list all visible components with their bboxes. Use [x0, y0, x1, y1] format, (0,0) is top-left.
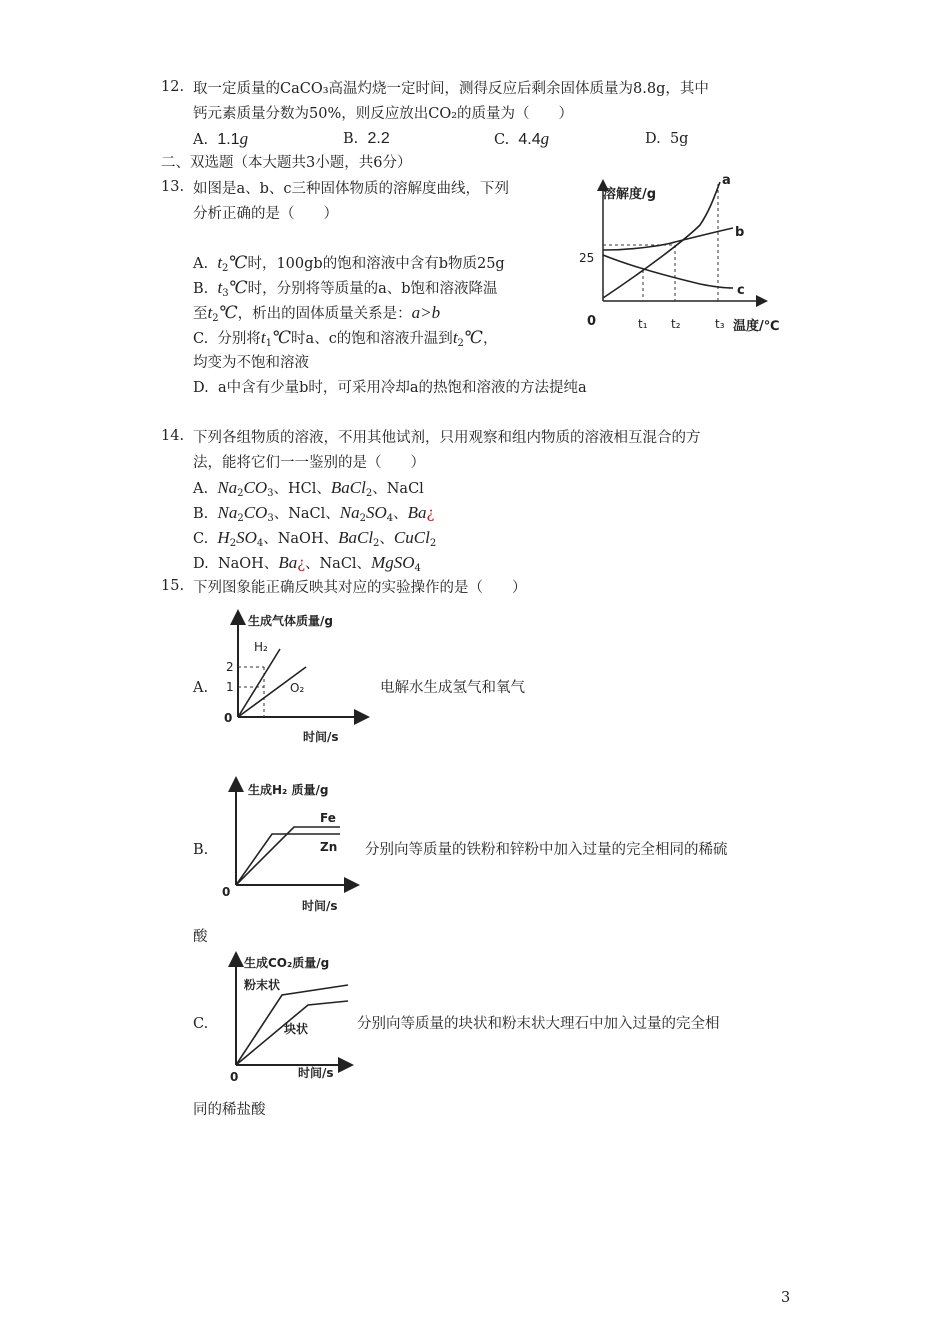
marble-chart	[222, 947, 357, 1089]
x-axis-label: 时间/s	[303, 730, 339, 744]
q13-option-c[interactable]: C. 分别将$t_1℃$时a、c的饱和溶液升温到$t_2℃$，	[193, 328, 498, 349]
q15-option-c-text: 分别向等质量的块状和粉末状大理石中加入过量的完全相	[357, 1016, 720, 1032]
y-axis-label: 溶解度/g	[603, 187, 657, 202]
x-axis-label: 时间/s	[302, 899, 338, 913]
curve-label-c: c	[737, 283, 745, 298]
y-axis-label: 生成气体质量/g	[248, 614, 333, 628]
label-zn: Zn	[320, 840, 338, 854]
q15-option-b-text-cont: 酸	[193, 929, 208, 945]
q14-option-d[interactable]: D. NaOH、Ba¿、NaCl、MgSO$_4$	[193, 553, 421, 574]
series-fe	[236, 827, 340, 885]
q15-option-c-text-cont: 同的稀盐酸	[193, 1102, 266, 1118]
q15-option-c-label[interactable]: C.	[193, 1016, 209, 1032]
q14-option-c[interactable]: C. $H_2SO_4$、NaOH、BaCl$_2$、CuCl$_2$	[193, 528, 437, 549]
origin-label: 0	[587, 314, 597, 329]
x-tick-t2: t₂	[671, 317, 681, 331]
origin-label: 0	[230, 1070, 239, 1084]
q13-stem-line2: 分析正确的是（ ）	[193, 206, 338, 222]
curve-b	[603, 228, 733, 250]
label-powder: 粉末状	[244, 978, 281, 992]
x-axis-label: 时间/s	[298, 1066, 334, 1080]
q12-option-c[interactable]: C. 4.4g	[494, 129, 550, 148]
q14-option-b[interactable]: B. $Na_2CO_3$、NaCl、$Na_2SO_4$、Ba¿	[193, 503, 435, 524]
q15-option-a-text: 电解水生成氢气和氧气	[380, 680, 525, 696]
q12-stem-line1: 取一定质量的CaCO₃高温灼烧一定时间，测得反应后剩余固体质量为8.8g，其中	[193, 81, 709, 97]
q12-option-d[interactable]: D. 5g	[645, 131, 689, 147]
q12-number: 12.	[161, 79, 185, 95]
section-heading: 二、双选题（本大题共3小题，共6分）	[161, 155, 412, 171]
label-o2: O₂	[290, 681, 305, 695]
curve-label-a: a	[722, 173, 731, 188]
q13-option-d[interactable]: D. a中含有少量b时，可采用冷却a的热饱和溶液的方法提纯a	[193, 380, 587, 396]
q14-stem-line1: 下列各组物质的溶液，不用其他试剂，只用观察和组内物质的溶液相互混合的方	[193, 430, 701, 446]
y-axis-label: 生成CO₂质量/g	[244, 956, 330, 970]
label-lump: 块状	[284, 1022, 309, 1036]
series-h2	[238, 649, 280, 717]
origin-label: 0	[224, 711, 233, 725]
q13-stem-line1: 如图是a、b、c三种固体物质的溶解度曲线，下列	[193, 181, 510, 197]
electrolysis-chart	[218, 603, 376, 752]
q12-option-b[interactable]: B. 2.2	[343, 130, 390, 147]
option-label: B.	[343, 131, 359, 147]
q13-option-b-cont: 至$t_2℃$，析出的固体质量关系是：a>b	[193, 303, 441, 324]
q14-stem-line2: 法，能将它们一一鉴别的是（ ）	[193, 455, 425, 471]
solubility-chart	[575, 170, 795, 344]
iron-zinc-chart	[218, 772, 363, 921]
y-axis-label: 生成H₂ 质量/g	[248, 783, 329, 797]
q12-stem-line2: 钙元素质量分数为50%，则反应放出CO₂的质量为（ ）	[193, 106, 574, 122]
q13-option-c-cont: 均变为不饱和溶液	[193, 355, 309, 371]
y-tick-1: 1	[226, 680, 234, 694]
q15-option-b-text: 分别向等质量的铁粉和锌粉中加入过量的完全相同的稀硫	[365, 842, 728, 858]
x-tick-t1: t₁	[638, 317, 648, 331]
label-h2: H₂	[254, 640, 268, 654]
y-tick-25: 25	[579, 251, 595, 265]
q12-option-a[interactable]: A. 1.1g	[193, 129, 249, 148]
curve-label-b: b	[735, 225, 745, 240]
q15-option-a-label[interactable]: A.	[193, 680, 209, 696]
q13-option-b[interactable]: B. $t_3℃$时，分别将等质量的a、b饱和溶液降温	[193, 278, 498, 299]
x-axis-label: 温度/℃	[733, 319, 780, 334]
option-label: D.	[645, 131, 661, 147]
y-tick-2: 2	[226, 660, 234, 674]
label-fe: Fe	[320, 811, 336, 825]
page-number: 3	[781, 1290, 791, 1306]
x-tick-t3: t₃	[715, 317, 725, 331]
q15-number: 15.	[161, 578, 185, 594]
q15-option-b-label[interactable]: B.	[193, 842, 209, 858]
q14-option-a[interactable]: A. $Na_2CO_3$、HCl、BaCl$_2$、NaCl	[193, 478, 424, 499]
origin-label: 0	[222, 885, 231, 899]
curve-c	[603, 255, 733, 288]
option-label: A.	[193, 132, 209, 148]
option-label: C.	[494, 132, 510, 148]
q15-stem: 下列图象能正确反映其对应的实验操作的是（ ）	[193, 580, 527, 596]
q14-number: 14.	[161, 428, 185, 444]
q13-number: 13.	[161, 179, 185, 195]
q13-option-a[interactable]: A. $t_2℃$时，100gb的饱和溶液中含有b物质25g	[193, 253, 505, 274]
